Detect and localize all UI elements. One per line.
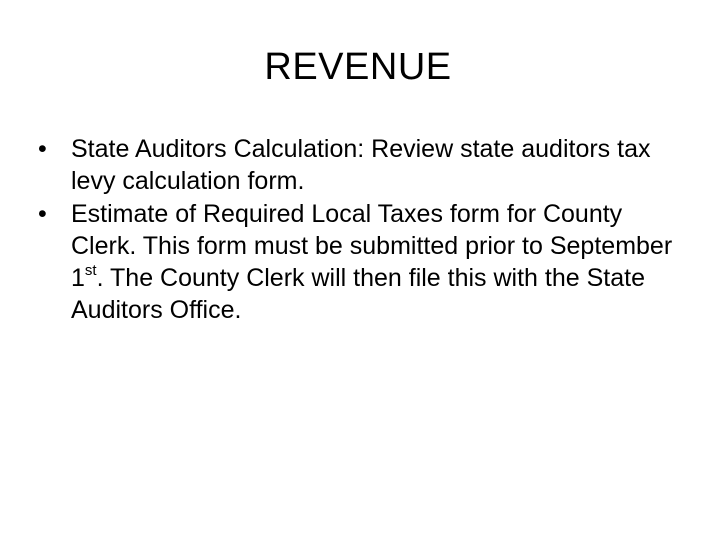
- bullet-dot-icon: •: [38, 135, 47, 163]
- slide-title: REVENUE: [264, 46, 452, 88]
- bullet-text-before: Estimate of Required Local Taxes form for County Clerk. This form must be submitted prior to September 1: [71, 200, 673, 292]
- bullet-item-estimate-local-taxes: [36, 198, 676, 326]
- bullet-text-after: . The County Clerk will then file this with the State Auditors Office.: [71, 264, 645, 324]
- bullet-item-state-auditors-calculation: [36, 133, 676, 197]
- bullet-list: [36, 133, 676, 327]
- superscript-ordinal: st: [84, 262, 97, 279]
- bullet-text: State Auditors Calculation: Review state auditors tax levy calculation form.: [71, 135, 651, 195]
- bullet-dot-icon: •: [38, 200, 47, 228]
